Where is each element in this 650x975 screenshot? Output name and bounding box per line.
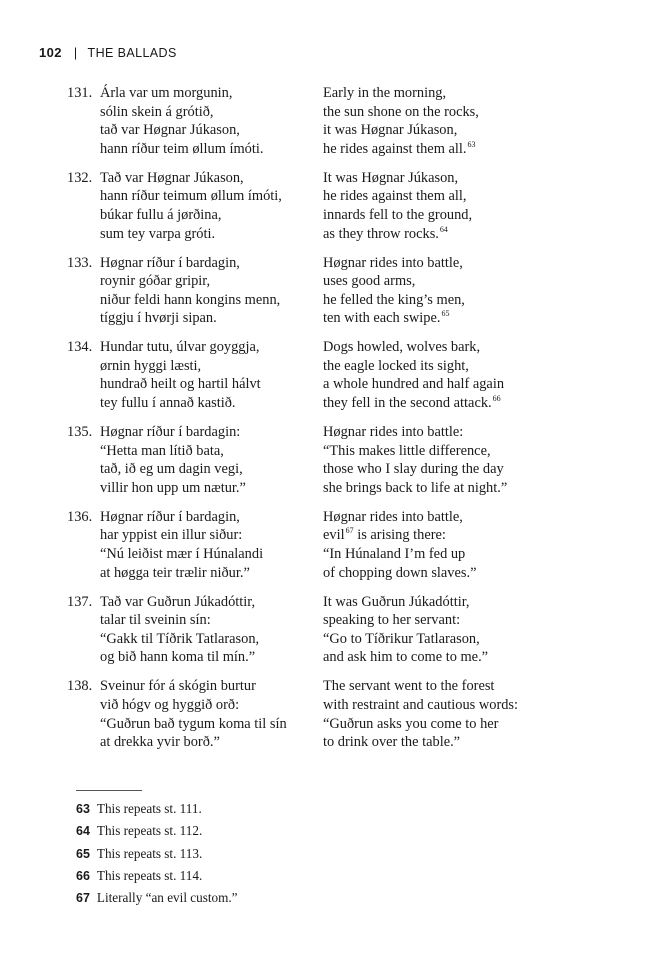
footnote-ref[interactable]: 66: [492, 394, 501, 404]
stanza-list: [67, 84, 587, 762]
footnote: [76, 843, 238, 865]
verse-line: a whole hundred and half again: [323, 376, 505, 393]
footnote: [76, 887, 238, 909]
verse-line: evil$^{67}$ is arising there:: [323, 526, 446, 544]
header-separator: |: [73, 45, 78, 60]
verse-line: Høgnar ríður í bardagin,: [100, 508, 240, 525]
verse-line: “Hetta man lítið bata,: [100, 442, 224, 459]
stanza-number: 136.: [67, 508, 93, 525]
verse-line: at høgga teir trælir niður.”: [100, 564, 250, 581]
english-translation: [323, 677, 563, 751]
footnotes: [76, 798, 238, 909]
verse-line: of chopping down slaves.”: [323, 564, 477, 581]
verse-line: Høgnar ríður í bardagin,: [100, 254, 240, 271]
english-translation: [323, 84, 563, 158]
verse-line: ørnin hyggi læsti,: [100, 357, 202, 374]
verse-line: hann ríður teim øllum ímóti.: [100, 140, 264, 157]
stanza-number: 137.: [67, 593, 93, 610]
verse-line: The servant went to the forest: [323, 678, 495, 695]
verse-line: he rides against them all.$^{63}$: [323, 139, 476, 157]
verse-line: the eagle locked its sight,: [323, 357, 469, 374]
verse-line: hann ríður teimum øllum ímóti,: [100, 188, 282, 205]
footnote-number: 63: [76, 802, 90, 816]
verse-line: talar til sveinin sín:: [100, 612, 211, 629]
footnote-text: Literally “an evil custom.”: [96, 890, 238, 906]
icelandic-text: [100, 508, 323, 582]
verse-line: villir hon upp um nætur.”: [100, 479, 246, 496]
footnote-text: This repeats st. 113.: [96, 845, 203, 861]
stanza-134: [67, 338, 587, 412]
footnote-ref[interactable]: 65: [441, 309, 450, 319]
verse-line: Hundar tutu, úlvar goyggja,: [100, 339, 260, 356]
verse-line: niður feldi hann kongins menn,: [100, 291, 281, 308]
verse-line: tað, ið eg um dagin vegi,: [100, 461, 243, 478]
verse-line: “In Húnaland I’m fed up: [323, 546, 466, 563]
stanza-137: [67, 593, 587, 667]
verse-line: Høgnar rides into battle,: [323, 508, 463, 525]
english-translation: [323, 593, 563, 667]
icelandic-text: [100, 677, 323, 751]
verse-line: Høgnar ríður í bardagin:: [100, 424, 241, 441]
stanza-136: [67, 508, 587, 582]
footnote: [76, 798, 238, 820]
verse-line: Høgnar rides into battle,: [323, 254, 463, 271]
running-header: [39, 45, 177, 60]
verse-line: those who I slay during the day: [323, 461, 504, 478]
verse-line: og bið hann koma til mín.”: [100, 649, 256, 666]
footnote-number: 66: [76, 868, 90, 883]
icelandic-text: [100, 423, 323, 497]
footnote-ref[interactable]: 67: [345, 526, 354, 536]
verse-line: við hógv og hyggið orð:: [100, 696, 240, 713]
verse-line: Høgnar rides into battle:: [323, 424, 464, 441]
verse-line: to drink over the table.”: [323, 734, 461, 751]
verse-line: she brings back to life at night.”: [323, 479, 508, 496]
verse-line: roynir góðar gripir,: [100, 273, 211, 290]
footnote-number: 64: [76, 824, 90, 839]
verse-line: he rides against them all,: [323, 188, 467, 205]
verse-line: speaking to her servant:: [323, 612, 461, 629]
icelandic-text: [100, 338, 323, 412]
verse-line: he felled the king’s men,: [323, 291, 465, 308]
footnote: [76, 865, 238, 887]
verse-line: “Go to Tíðrikur Tatlarason,: [323, 630, 480, 647]
verse-line: tíggju í hvørji sipan.: [100, 310, 217, 327]
verse-line: Dogs howled, wolves bark,: [323, 339, 481, 356]
verse-line: as they throw rocks.$^{64}$: [323, 224, 448, 242]
verse-line: tey fullu í annað kastið.: [100, 395, 236, 412]
verse-line: and ask him to come to me.”: [323, 649, 489, 666]
footnote-number: 67: [76, 891, 90, 906]
stanza-132: [67, 169, 587, 243]
stanza-131: [67, 84, 587, 158]
verse-line: at drekka yvir borð.”: [100, 734, 220, 751]
verse-line: “Guðrun asks you come to her: [323, 715, 499, 732]
stanza-number: 133.: [67, 254, 93, 271]
english-translation: [323, 508, 563, 582]
footnote-divider: [76, 790, 142, 791]
footnote-text: This repeats st. 112.: [96, 823, 203, 839]
footnote-text: This repeats st. 114.: [96, 867, 203, 883]
footnote-number: 65: [76, 846, 90, 861]
verse-line: hundrað heilt og hartil hálvt: [100, 376, 261, 393]
verse-line: “Gakk til Tíðrik Tatlarason,: [100, 630, 260, 647]
verse-line: they fell in the second attack.$^{66}$: [323, 394, 501, 412]
verse-line: it was Høgnar Júkason,: [323, 122, 458, 139]
footnote-text: This repeats st. 111.: [96, 801, 202, 816]
verse-line: sum tey varpa gróti.: [100, 225, 216, 242]
verse-line: “Nú leiðist mær í Húnalandi: [100, 546, 264, 563]
verse-line: tað var Høgnar Júkason,: [100, 122, 240, 139]
verse-line: Tað var Guðrun Júkadóttir,: [100, 593, 256, 610]
stanza-138: [67, 677, 587, 751]
footnote-ref[interactable]: 64: [439, 224, 448, 234]
stanza-number: 131.: [67, 85, 93, 101]
verse-line: “This makes little difference,: [323, 442, 491, 459]
stanza-number: 134.: [67, 339, 93, 356]
stanza-135: [67, 423, 587, 497]
icelandic-text: [100, 593, 323, 667]
stanza-number: 135.: [67, 424, 93, 441]
page-number: 102: [39, 45, 62, 60]
verse-line: Tað var Høgnar Júkason,: [100, 169, 244, 186]
icelandic-text: [100, 169, 323, 243]
footnote-ref[interactable]: 63: [467, 139, 476, 149]
verse-line: búkar fullu á jørðina,: [100, 206, 222, 223]
icelandic-text: [100, 84, 323, 158]
verse-line: “Guðrun bað tygum koma til sín: [100, 715, 287, 732]
verse-line: Sveinur fór á skógin burtur: [100, 678, 256, 695]
verse-line: har yppist ein illur siður:: [100, 527, 243, 544]
running-title: THE BALLADS: [87, 45, 177, 60]
stanza-133: [67, 254, 587, 328]
verse-line: ten with each swipe.$^{65}$: [323, 309, 450, 327]
verse-line: innards fell to the ground,: [323, 206, 473, 223]
verse-line: Árla var um morgunin,: [100, 85, 233, 101]
verse-line: the sun shone on the rocks,: [323, 103, 479, 120]
english-translation: [323, 338, 563, 412]
stanza-number: 132.: [67, 169, 93, 186]
english-translation: [323, 169, 563, 243]
icelandic-text: [100, 254, 323, 328]
verse-line: Early in the morning,: [323, 85, 447, 101]
english-translation: [323, 254, 563, 328]
stanza-number: 138.: [67, 678, 93, 695]
verse-line: It was Høgnar Júkason,: [323, 169, 459, 186]
verse-line: with restraint and cautious words:: [323, 696, 519, 713]
verse-line: It was Guðrun Júkadóttir,: [323, 593, 470, 610]
footnote: [76, 820, 238, 842]
verse-line: uses good arms,: [323, 273, 416, 290]
verse-line: sólin skein á grótið,: [100, 103, 214, 120]
english-translation: [323, 423, 563, 497]
